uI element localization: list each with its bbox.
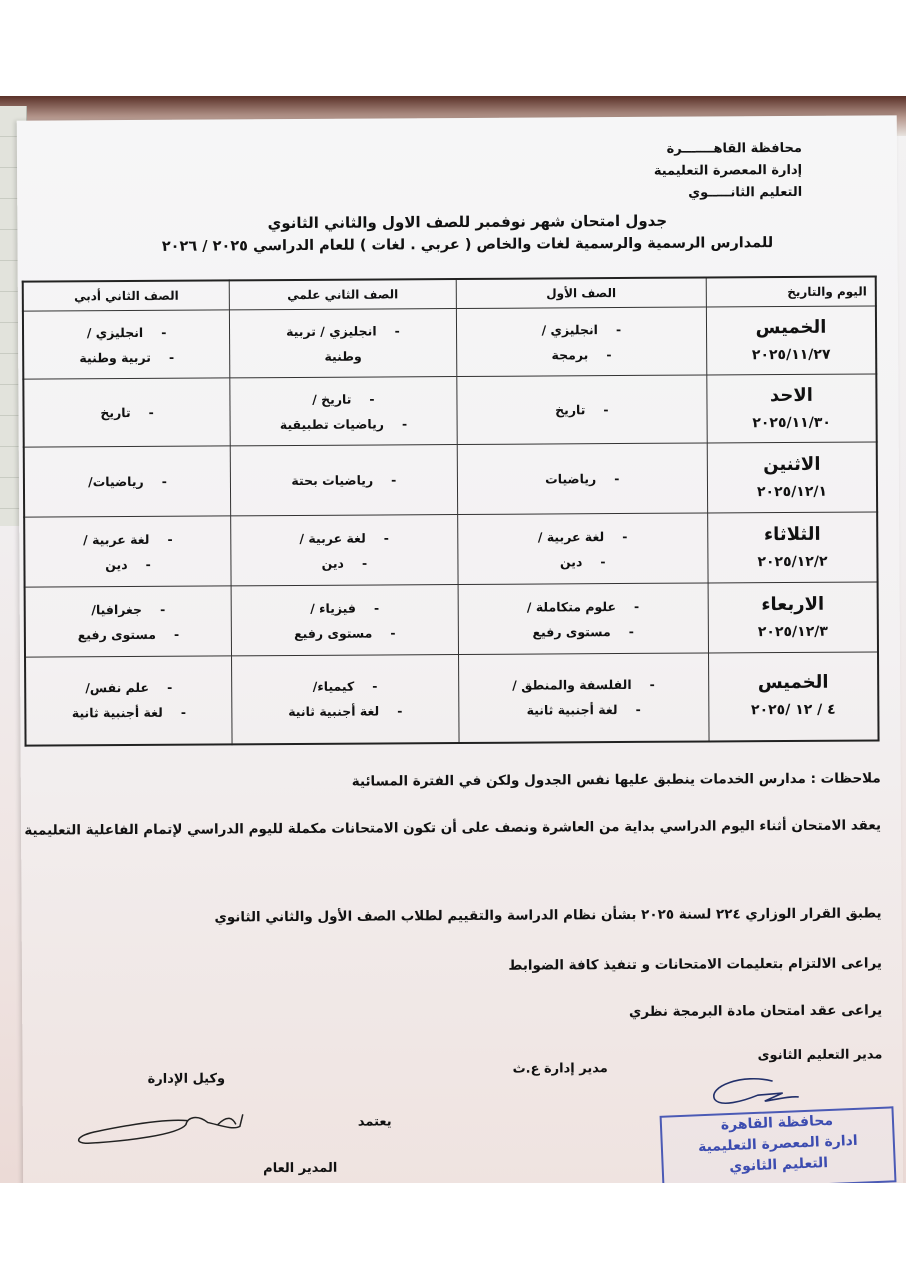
bullet-dash: - <box>606 346 612 362</box>
table-row <box>24 442 877 517</box>
bullet-dash: - <box>361 555 368 571</box>
exam-schedule-paper <box>17 115 904 1183</box>
subject-line <box>467 697 700 723</box>
day-name: الخميس <box>757 671 829 694</box>
subject-name: لغة عربية / <box>537 528 605 545</box>
approve-label: يعتمد <box>357 1114 392 1130</box>
subject-line <box>33 526 222 552</box>
subject-name: رياضيات بحتة <box>291 472 374 489</box>
bullet-dash: - <box>173 626 180 642</box>
stamp-line-2: ادارة المعصرة التعليمية <box>697 1132 858 1156</box>
header-second-literary: الصف الثاني أدبي <box>23 280 230 311</box>
subject-line <box>465 316 698 342</box>
secondary-director-label: مدير التعليم الثانوى <box>757 1047 883 1064</box>
bullet-dash: - <box>167 680 173 696</box>
subject-name: دين <box>321 555 344 571</box>
exam-date: ٢٠٢٥/١٢/٢ <box>757 553 828 570</box>
bullet-dash: - <box>161 324 167 340</box>
second-science-subjects <box>231 515 458 586</box>
day-date-cell <box>708 512 878 583</box>
header-second-science: الصف الثاني علمي <box>229 279 456 310</box>
header-first-grade: الصف الأول <box>456 277 707 308</box>
subject-line <box>240 673 450 699</box>
bullet-dash: - <box>390 624 396 640</box>
table-row <box>23 374 876 447</box>
table-row <box>23 306 876 379</box>
second-literary-subjects <box>25 586 232 657</box>
subject-name: لغة أجنبية ثانية <box>71 705 163 721</box>
day-name: الاربعاء <box>761 593 825 615</box>
second-science-subjects <box>230 309 457 378</box>
subject-name: وطنية <box>324 348 362 364</box>
subject-name: مستوى رفيع <box>77 626 157 642</box>
bullet-dash: - <box>369 391 375 407</box>
remarks: ملاحظات : مدارس الخدمات ينطبق عليها نفس الجدول ولكن في الفترة المسائية <box>351 770 881 790</box>
exam-schedule-table <box>22 275 880 746</box>
stamp-line-3: التعليم الثانوي <box>728 1155 829 1176</box>
first-grade-subjects <box>457 513 708 585</box>
subject-line <box>239 467 449 493</box>
subject-name: انجليزي / تربية <box>286 323 377 339</box>
subject-name: انجليزي / <box>86 324 144 340</box>
day-name: الاحد <box>769 384 813 406</box>
day-name: الخميس <box>755 316 827 338</box>
subject-name: الفلسفة والمنطق / <box>512 677 632 693</box>
exam-date: ٢٠٢٥/١١/٢٧ <box>751 346 831 363</box>
subject-name: انجليزي / <box>541 321 598 337</box>
subject-name: تاريخ <box>555 402 586 418</box>
deputy-signature <box>68 1104 268 1150</box>
subject-line <box>238 318 448 344</box>
subject-line <box>34 621 223 647</box>
department-label: التعليم الثانـــــوي <box>688 184 803 201</box>
administration-label: إدارة المعصرة التعليمية <box>653 162 803 179</box>
subject-name: رياضيات/ <box>88 473 144 490</box>
document-title <box>117 211 817 255</box>
bullet-dash: - <box>372 678 378 694</box>
day-date-cell <box>706 306 876 375</box>
day-date-cell <box>709 652 879 741</box>
second-literary-subjects <box>23 378 230 447</box>
exam-date: ٤ / ١٢ /٢٠٢٥ <box>750 701 836 719</box>
second-science-subjects <box>230 445 457 516</box>
table-row <box>24 512 877 587</box>
note-ministerial-decree: يطبق القرار الوزاري ٢٢٤ لسنة ٢٠٢٥ بشأن نظام الدراسة والتقييم لطلاب الصف الأول والثاني الثانوي <box>214 905 882 926</box>
subject-line <box>238 343 448 369</box>
subject-line <box>466 523 699 549</box>
subject-name: لغة أجنبية ثانية <box>526 702 618 718</box>
note-programming-exam: يراعى عقد امتحان مادة البرمجة نظري <box>628 1002 883 1020</box>
subject-name: لغة عربية / <box>83 531 150 547</box>
governorate-label: محافظة القاهـــــــرة <box>666 140 802 157</box>
bullet-dash: - <box>622 528 628 544</box>
subject-name: رياضيات تطبيقية <box>279 415 385 432</box>
exam-date: ٢٠٢٥/١٢/٣ <box>757 623 828 640</box>
subject-line <box>466 466 699 492</box>
bullet-dash: - <box>397 703 403 719</box>
subject-line <box>239 411 449 437</box>
subject-line <box>33 551 222 577</box>
table-row <box>25 582 878 657</box>
subject-name: برمجة <box>551 346 589 362</box>
subject-line <box>240 620 450 646</box>
first-grade-subjects <box>456 307 707 377</box>
title-line-2: للمدارس الرسمية والرسمية لغات والخاص ( عربي . لغات ) للعام الدراسي ٢٠٢٥ / ٢٠٢٦ <box>161 235 774 255</box>
bullet-dash: - <box>635 702 641 718</box>
day-date-cell <box>707 374 877 443</box>
bullet-dash: - <box>148 404 154 420</box>
second-science-subjects <box>232 655 459 744</box>
table-row <box>25 652 879 745</box>
letterhead <box>654 138 803 205</box>
second-literary-subjects <box>24 446 231 517</box>
note-exam-timing: يعقد الامتحان أثناء اليوم الدراسي بداية من العاشرة ونصف على أن تكون الامتحانات مكملة لليوم الدراسي لإتمام الفاعلية التعليمية <box>24 817 882 839</box>
bullet-dash: - <box>145 556 151 572</box>
bullet-dash: - <box>603 402 609 418</box>
subject-name: كيمياء/ <box>312 678 355 695</box>
bullet-dash: - <box>159 601 166 617</box>
bullet-dash: - <box>628 623 634 639</box>
second-science-subjects <box>231 585 458 656</box>
second-literary-subjects <box>23 310 230 379</box>
subject-name: دين <box>559 553 583 569</box>
second-science-subjects <box>230 377 457 446</box>
day-name: الثلاثاء <box>763 523 821 545</box>
subject-name: علم نفس/ <box>85 680 150 696</box>
subject-name: تاريخ / <box>312 391 352 407</box>
subject-name: تربية وطنية <box>79 349 151 365</box>
subject-line <box>465 341 698 367</box>
bullet-dash: - <box>615 321 622 337</box>
first-grade-subjects <box>458 653 709 743</box>
bullet-dash: - <box>649 677 655 693</box>
bullet-dash: - <box>373 599 380 616</box>
subject-line <box>465 397 698 423</box>
first-grade-subjects <box>456 375 707 445</box>
subject-line <box>32 319 221 345</box>
subject-name: تاريخ <box>100 405 131 421</box>
subject-line <box>32 344 221 370</box>
subject-line <box>466 548 699 574</box>
subject-name: مستوى رفيع <box>294 625 373 641</box>
bullet-dash: - <box>167 531 173 547</box>
subject-line <box>34 700 223 726</box>
subject-name: لغة أجنبية ثانية <box>288 703 380 720</box>
exam-date: ٢٠٢٥/١٢/١ <box>756 483 828 500</box>
second-literary-subjects <box>25 656 232 745</box>
general-director-label: المدير العام <box>263 1160 338 1177</box>
bullet-dash: - <box>180 704 187 720</box>
subject-line <box>240 698 450 724</box>
official-stamp <box>660 1106 897 1183</box>
secondary-director-signature <box>703 1071 803 1112</box>
subject-name: فيزياء / <box>310 600 356 616</box>
document-photo <box>0 96 906 1183</box>
bullet-dash: - <box>614 471 620 487</box>
subject-line <box>240 595 450 621</box>
subject-line <box>239 386 449 412</box>
deputy-label: وكيل الإدارة <box>147 1071 226 1087</box>
subject-name: مستوى رفيع <box>532 623 611 640</box>
subject-line <box>239 525 449 551</box>
subject-name: لغة عربية / <box>299 530 366 546</box>
subject-line <box>33 468 222 494</box>
subject-line <box>240 550 450 576</box>
bullet-dash: - <box>401 415 408 431</box>
bullet-dash: - <box>391 472 397 488</box>
day-date-cell <box>708 582 878 653</box>
subject-line <box>466 618 699 644</box>
subject-line <box>34 596 223 622</box>
first-grade-subjects <box>457 443 708 515</box>
bullet-dash: - <box>633 598 640 614</box>
day-name: الاثنين <box>763 453 821 475</box>
first-grade-subjects <box>458 583 709 655</box>
subject-line <box>467 672 700 698</box>
header-day-date: اليوم والتاريخ <box>706 276 876 307</box>
subject-line <box>466 593 699 619</box>
subject-line <box>32 399 221 425</box>
admin-director-label: مدير إدارة ع.ث <box>512 1061 608 1077</box>
subject-name: جغرافيا/ <box>91 601 143 617</box>
stamp-line-1: محافظة القاهرة <box>720 1112 834 1134</box>
bullet-dash: - <box>168 349 175 365</box>
note-exam-rules: يراعى الالتزام بتعليمات الامتحانات و تنفيذ كافة الضوابط <box>508 955 882 974</box>
bullet-dash: - <box>600 553 606 569</box>
title-line-1: جدول امتحان شهر نوفمبر للصف الاول والثاني الثانوي <box>267 211 668 233</box>
subject-line <box>34 675 223 701</box>
day-date-cell <box>707 442 877 513</box>
second-literary-subjects <box>24 516 231 587</box>
subject-name: علوم متكاملة / <box>526 598 617 615</box>
exam-date: ٢٠٢٥/١١/٣٠ <box>752 414 831 431</box>
bullet-dash: - <box>394 322 400 338</box>
subject-name: رياضيات <box>545 471 597 487</box>
bullet-dash: - <box>161 473 167 489</box>
bullet-dash: - <box>383 529 390 545</box>
subject-name: دين <box>105 556 128 572</box>
